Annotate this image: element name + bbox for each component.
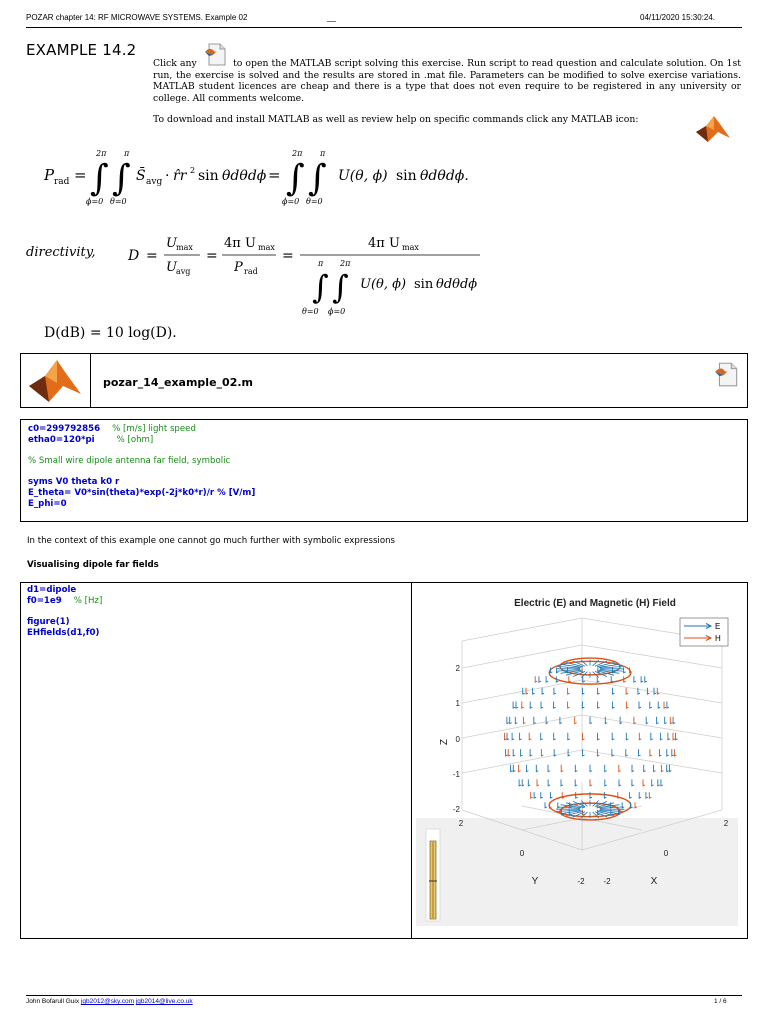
- code-line: EHfields(d1,f0): [27, 627, 100, 638]
- script-box-divider: [90, 354, 91, 407]
- svg-text:sin: sin: [198, 168, 219, 184]
- intro-paragraph-1: to open the MATLAB script solving this exercise. Run script to read question and calculate solution. On 1st run, the exercise is solved and the results are stored in .mat file. Parameters can be modified to solve exercise variations. MATLAB student licences are cheap and there is a type that does not even require to be registered in any university or college. All comments welcome.: [153, 58, 741, 105]
- svg-text:U: U: [166, 236, 177, 251]
- svg-text:D: D: [128, 248, 140, 264]
- x-axis-label: X: [650, 876, 658, 887]
- header-title: POZAR chapter 14: RF MICROWAVE SYSTEMS. Example 02: [26, 13, 248, 22]
- legend-label-h: H: [715, 634, 721, 643]
- footer-author: [26, 998, 193, 1005]
- footer-email-1[interactable]: jgb2012@sky.com: [80, 998, 135, 1005]
- svg-text:P: P: [44, 166, 55, 184]
- svg-text:rad: rad: [244, 267, 258, 276]
- intro-click-any: Click any: [153, 58, 197, 69]
- svg-text:sin: sin: [414, 277, 434, 292]
- example-title: EXAMPLE 14.2: [26, 41, 137, 59]
- svg-text:S̄: S̄: [136, 168, 146, 184]
- legend-label-e: E: [715, 622, 721, 631]
- svg-text:∫: ∫: [90, 158, 109, 199]
- z-tick: 0: [455, 735, 460, 744]
- z-tick: -2: [452, 805, 460, 814]
- svg-text:P: P: [234, 260, 243, 275]
- footer-author-name: John Bofarull Guix: [26, 998, 80, 1005]
- svg-text:=: =: [282, 248, 294, 264]
- matlab-script-doc-icon[interactable]: [713, 360, 741, 388]
- equation-prad: [40, 144, 500, 210]
- figure-title: Electric (E) and Magnetic (H) Field: [514, 598, 676, 609]
- em-field-figure: [416, 592, 738, 926]
- code-line: figure(1): [27, 617, 70, 628]
- header-datetime: 04/11/2020 15:30:24.: [640, 13, 716, 22]
- svg-text:max: max: [258, 243, 275, 252]
- svg-text:=: =: [74, 166, 87, 184]
- code-line: E_theta= V0*sin(theta)*exp(-2j*k0*r)/r % [V/m]: [28, 488, 256, 499]
- z-tick: -1: [452, 770, 460, 779]
- svg-text:π: π: [124, 149, 130, 158]
- intro-paragraph-2: To download and install MATLAB as well as review help on specific commands click any MATLAB icon:: [153, 113, 639, 125]
- svg-text:∫: ∫: [332, 268, 349, 306]
- y-tick: 2: [458, 819, 464, 828]
- matlab-logo-icon[interactable]: [694, 112, 732, 144]
- svg-text:max: max: [176, 243, 193, 252]
- svg-text:∫: ∫: [112, 158, 131, 199]
- svg-text:2π: 2π: [96, 149, 107, 158]
- z-tick: 2: [455, 664, 460, 673]
- code-line: [28, 445, 740, 456]
- code-line: E_phi=0: [28, 498, 67, 509]
- svg-text:=: =: [268, 166, 281, 184]
- z-tick: 1: [455, 699, 460, 708]
- svg-text:θ=0: θ=0: [306, 197, 323, 206]
- svg-text:2π: 2π: [340, 259, 351, 268]
- intro-text: [153, 58, 741, 126]
- script-filename[interactable]: pozar_14_example_02.m: [103, 376, 253, 389]
- code-figure-divider: [411, 583, 412, 938]
- code-line: [27, 606, 102, 617]
- figure-legend: [680, 618, 728, 646]
- svg-text:∫: ∫: [286, 158, 305, 199]
- svg-text:2π: 2π: [292, 149, 303, 158]
- svg-text:θdθdϕ: θdθdϕ: [436, 277, 478, 292]
- svg-text:U(θ, ϕ): U(θ, ϕ): [360, 277, 407, 292]
- svg-text:π: π: [320, 149, 326, 158]
- svg-text:rad: rad: [54, 177, 70, 187]
- header-separator: __: [327, 13, 336, 22]
- code-line: d1=dipole: [27, 585, 77, 595]
- svg-text:r̂r: r̂r: [173, 168, 187, 184]
- svg-text:U(θ, ϕ): U(θ, ϕ): [338, 168, 388, 184]
- code-line: c0=299792856 % [m/s] light speed: [28, 424, 196, 434]
- equation-ddb: D(dB) = 10 log(D).: [44, 325, 177, 341]
- svg-text:4π U: 4π U: [224, 236, 256, 251]
- svg-text:ϕ=0: ϕ=0: [86, 197, 104, 206]
- svg-text:ϕ=0: ϕ=0: [282, 197, 300, 206]
- footer-rule: [26, 995, 742, 996]
- matlab-logo-icon[interactable]: [27, 356, 83, 404]
- svg-text:π: π: [318, 259, 324, 268]
- code-block-1: [20, 419, 748, 522]
- y-tick: -2: [577, 877, 585, 886]
- section-heading: Visualising dipole far fields: [27, 560, 159, 570]
- code-line: [28, 467, 740, 478]
- svg-text:2: 2: [190, 166, 196, 175]
- code-block-2: [27, 585, 102, 638]
- header-rule: [26, 27, 742, 28]
- svg-text:·: ·: [165, 168, 170, 184]
- svg-text:θ=0: θ=0: [110, 197, 127, 206]
- footer-page: 1 / 6: [714, 998, 727, 1005]
- code-line: syms V0 theta k0 r: [28, 477, 120, 488]
- svg-text:∫: ∫: [308, 158, 327, 199]
- x-tick: -2: [603, 877, 611, 886]
- svg-text:θdθdϕ: θdθdϕ: [222, 168, 267, 184]
- x-tick: 0: [663, 849, 669, 858]
- svg-text:θ=0: θ=0: [302, 307, 319, 316]
- svg-text:U: U: [166, 260, 177, 275]
- body-text: In the context of this example one cannot go much further with symbolic expressions: [27, 536, 395, 546]
- svg-text:ϕ=0: ϕ=0: [328, 307, 346, 316]
- y-axis-label: Y: [531, 876, 539, 887]
- y-tick: 0: [519, 849, 525, 858]
- z-axis-label: Z: [439, 738, 450, 746]
- svg-text:avg: avg: [176, 267, 191, 276]
- svg-text:θdθdϕ.: θdθdϕ.: [420, 168, 469, 184]
- svg-text:sin: sin: [396, 168, 417, 184]
- svg-text:=: =: [146, 248, 158, 264]
- svg-text:=: =: [206, 248, 218, 264]
- code-line: etha0=120*pi % [ohm]: [28, 434, 154, 445]
- x-tick: 2: [723, 819, 729, 828]
- svg-text:∫: ∫: [312, 268, 329, 306]
- svg-text:avg: avg: [146, 177, 163, 187]
- equation-directivity: [124, 230, 494, 322]
- svg-text:max: max: [402, 243, 419, 252]
- directivity-label: directivity,: [26, 245, 96, 260]
- code-line: % Small wire dipole antenna far field, symbolic: [28, 456, 231, 467]
- svg-text:4π U: 4π U: [368, 236, 400, 251]
- code-line: f0=1e9 % [Hz]: [27, 595, 103, 606]
- footer-email-2[interactable]: jgb2014@live.co.uk: [135, 998, 193, 1005]
- dipole-thumbnail: [426, 829, 440, 921]
- script-file-box: [20, 353, 748, 408]
